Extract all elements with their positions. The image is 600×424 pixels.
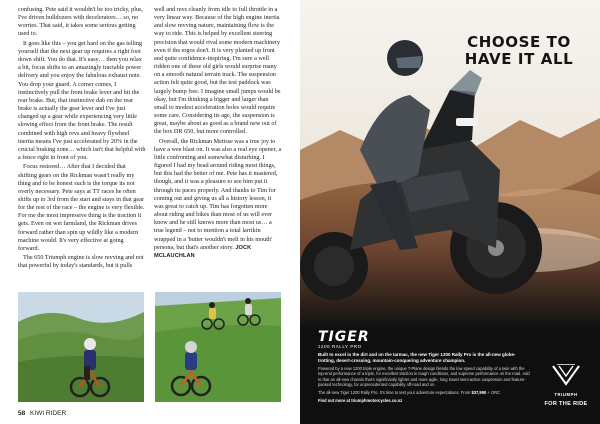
headline-line: HAVE IT ALL bbox=[464, 50, 574, 68]
photo-rider-hillside bbox=[18, 292, 144, 402]
tiger-logo bbox=[318, 330, 370, 350]
brand-tagline: FOR THE RIDE bbox=[544, 401, 588, 407]
paragraph: The 650 Triumph engine is slow revving and not that powerful by today's standards, but it pulls bbox=[18, 254, 144, 270]
advert-page bbox=[300, 0, 600, 424]
triumph-emblem-icon bbox=[551, 364, 581, 386]
model-sub: 1200 RALLY PRO bbox=[318, 344, 362, 349]
paragraph-text: Overall, the Rickman Metisse was a true joy to have a wee blast on. It was also a real eye opener, a little confronting and somewhat disturbing. I figured I had my head around riding most things, but this had the better of me. Pete has it mastered, though, and it was a pleasure to see him put it through its paces properly. And thanks to Tim for coming out and giving us all a history lesson, it was great to catch up. Tim has forgotten more about riding and bikes than most of us will ever know and he still knows more than most us… a true legend – not to mention a total larrikin wrapped in a 'butter wouldn't melt in his mouth' persona, but that's another story. bbox=[154, 137, 282, 251]
price-suffix: + ORC bbox=[487, 389, 501, 395]
advert-lead: Built to excel in the dirt and on the tarmac, the new Tiger 1200 Rally Pro is the all-new globe-trotting, desert-crossing, mountain-conquering adventure champion. bbox=[318, 352, 516, 363]
magazine-title: KIWI RIDER bbox=[30, 410, 67, 417]
find-more-link[interactable]: Find out more at triumphmotorcycles.co.nz bbox=[318, 398, 403, 404]
paragraph: well and revs cleanly from idle to full throttle in a very linear way. Because of the high engine inertia and slow revving nature, maintaining flow is the way to ride. This is helped by excellent steering precision that would rival some modern machinery even if the ergos don't. It is very planted up front and quite confidence-inspiring. I'm sure a well ridden one of these old girls would surprise many on a smooth natural terrain track. The suspension action felt quite good, but the test paddock was largely bump free. I imagine small jumps would be okay, but I'm thinking a bigger and larger than small to modest acceleration holes would require some care. Considering its age, the suspension is great, maybe about as good as a brand new out of the box DR 650, but more controlled. bbox=[154, 6, 281, 136]
price-value: $37,990 bbox=[471, 389, 487, 395]
paragraph bbox=[154, 138, 282, 260]
headline-line: CHOOSE TO bbox=[467, 33, 571, 51]
paragraph: It goes like this – you get hard on the gas telling yourself that the next gear up requires a right foot down shift. You do that. It's easy… then you relax a bit, focus shifts to an amazingly tractable power delivery and you enjoy the fabulous exhaust note. You drop your guard. A corner comes, I instinctively pull the front brake lever and hit the rear brake. But, that instinctive dab on the rear brake is actually the gear lever and I've just changed up a gear while experiencing very little slowing effect from the front brake. The result combined with high revs and heavy flywheel inertia means I've just accelerated by 20% in the crucial braking zone… which isn't that helpful with a fence right in front of you. bbox=[18, 39, 146, 161]
model-name: TIGER bbox=[318, 329, 370, 345]
advert-body: Powered by a new 1200 triple engine, the unique T-Plane design blends the low speed capability of a twin with the top-end performance of a triple, for excellent traction in tough conditions, and supreme performance on the road. Add to that an all-new chassis that's significantly lighter and more agile, long travel semi-active suspension and feature-packed technology, for unprecedented capability off-road and on. bbox=[318, 365, 530, 388]
advert-price-line bbox=[318, 390, 532, 396]
photo-riders-slope bbox=[155, 292, 281, 402]
brand-wordmark: TRIUMPH bbox=[554, 392, 578, 397]
article-column-1 bbox=[18, 6, 146, 272]
price-text: The all-new Tiger 1200 Rally Pro. It's time to test your adventure expectations. From bbox=[318, 389, 471, 395]
article-column-2 bbox=[154, 6, 282, 261]
advert-headline bbox=[450, 34, 588, 68]
paragraph: Focus restored… After that I decided that shifting gears on the Rickman wasn't really my thing and to be honest such is the torque its not overly necessary. Pete says at TT races he often shifts up to 3rd from the start and stays in that gear for the rest of the race – the engine is very flexible. For me the most impressive thing is the traction it gets. Even on wet farmland, the Rickman drives forward rather than spin up wildly like a modern machine would. It's very effective at going forward. bbox=[18, 163, 145, 252]
page-number: 58 bbox=[18, 410, 26, 417]
page-footer bbox=[18, 410, 66, 417]
triumph-brand bbox=[540, 364, 592, 407]
paragraph: confusing. Pete said it wouldn't be too tricky, plus, I've driven bulldozers with decelerators… so, no worries. That said, it takes some serious getting used to. bbox=[18, 6, 143, 38]
byline: JOCK MCLAUCHLAN bbox=[154, 244, 252, 259]
advert-copy bbox=[318, 352, 532, 406]
